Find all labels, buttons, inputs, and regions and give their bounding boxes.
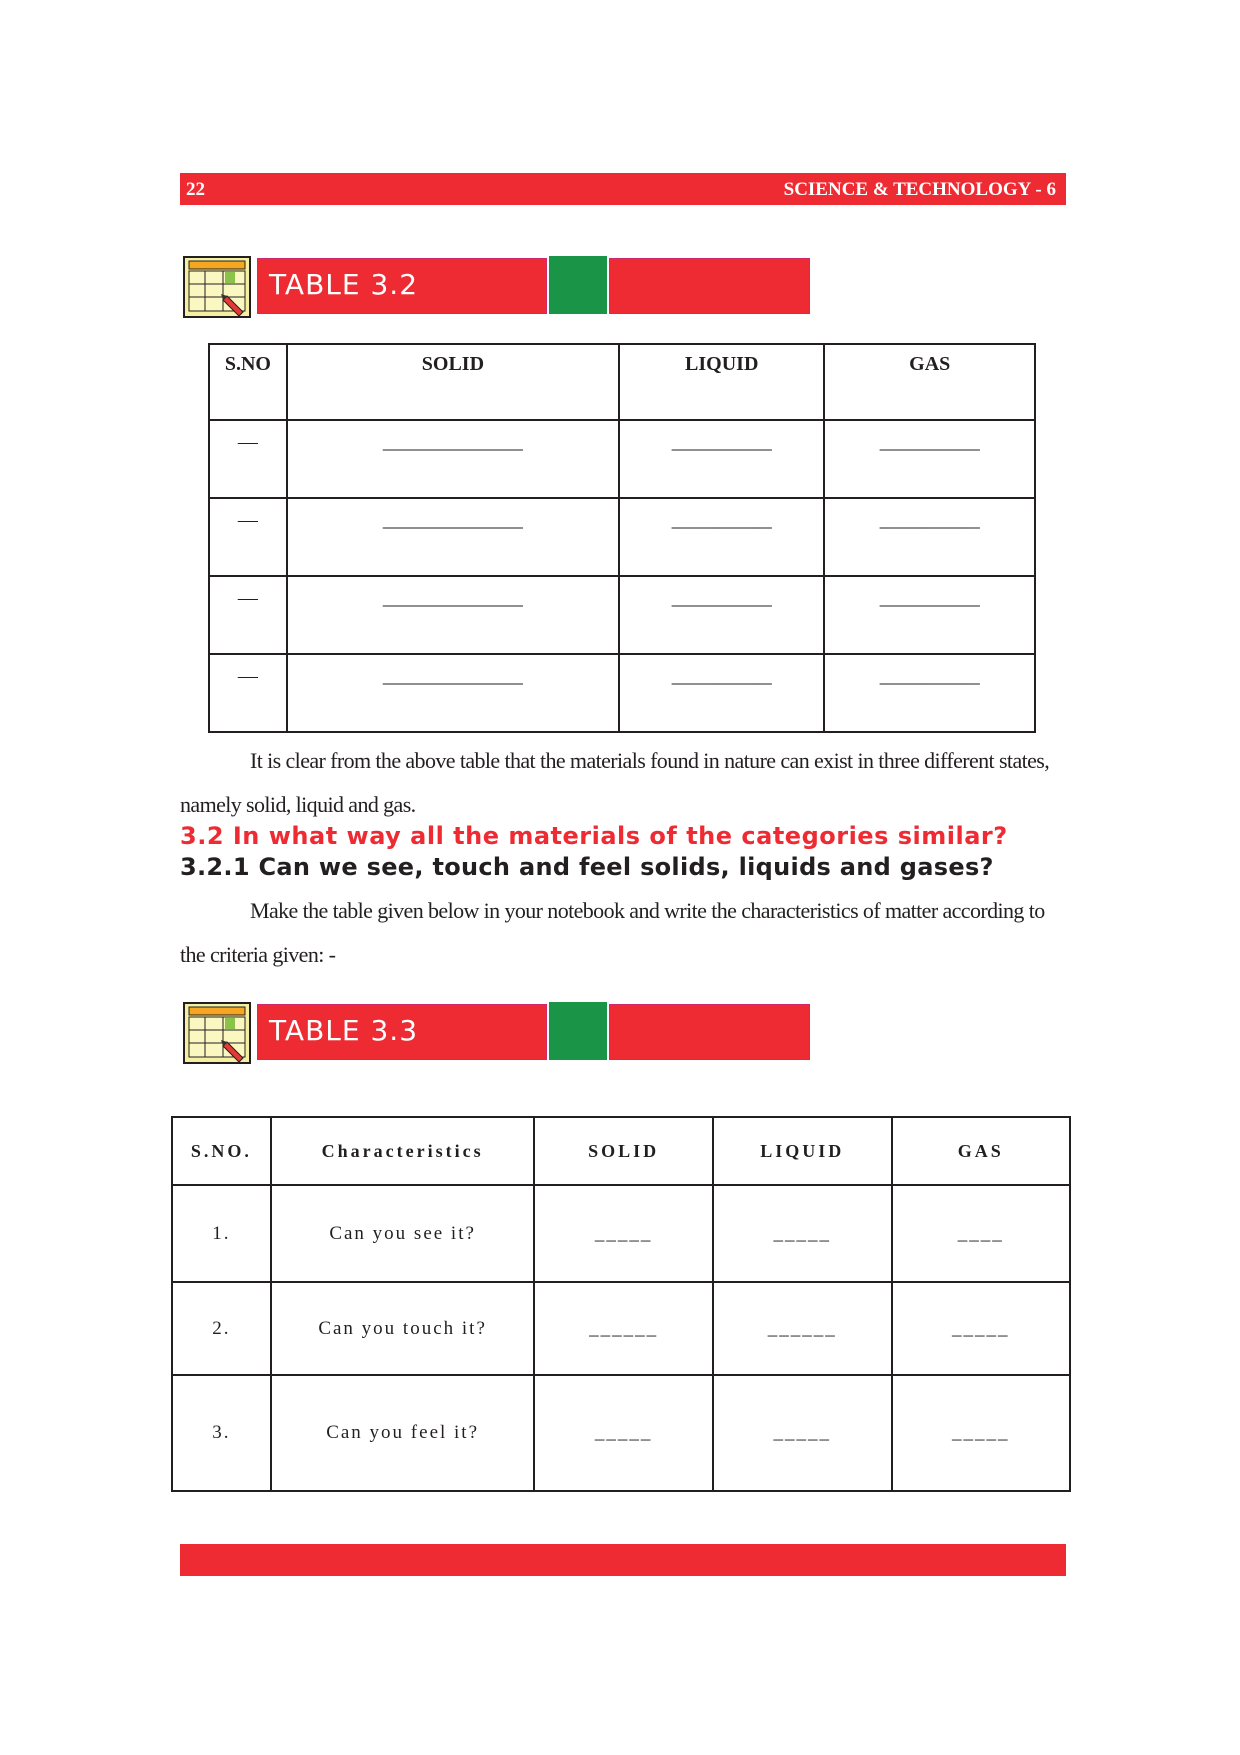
header-cell: GAS (824, 344, 1035, 420)
table-cell: __________ (824, 420, 1035, 498)
header-cell: SOLID (287, 344, 619, 420)
header-cell: SOLID (534, 1117, 713, 1185)
table-cell: __________ (619, 654, 825, 732)
table-cell: 2. (172, 1282, 271, 1375)
table-row (209, 654, 1035, 732)
paragraph-instructions: Make the table given below in your notebook and write the characteristics of matter according to the criteria given: - (180, 898, 1045, 967)
book-title: SCIENCE & TECHNOLOGY - 6 (783, 179, 1056, 200)
table-cell: _____ (534, 1375, 713, 1491)
section-heading-3-2: 3.2 In what way all the materials of the categories similar? (180, 822, 1008, 850)
table-cell: — (209, 576, 287, 654)
table-cell: __________ (824, 498, 1035, 576)
table-cell: __________ (619, 420, 825, 498)
table-3-3-banner (183, 1002, 810, 1064)
table-cell: 3. (172, 1375, 271, 1491)
table-cell: ______________ (287, 420, 619, 498)
table-3-3-title: TABLE 3.3 (269, 1014, 419, 1047)
table-header-row (172, 1117, 1070, 1185)
header-cell: LIQUID (619, 344, 825, 420)
table-cell: _____ (713, 1375, 892, 1491)
table-cell: ______ (534, 1282, 713, 1375)
table-cell: ______________ (287, 654, 619, 732)
header-cell: LIQUID (713, 1117, 892, 1185)
table-cell: _____ (892, 1375, 1071, 1491)
table-header-row (209, 344, 1035, 420)
table-row (172, 1185, 1070, 1282)
banner-red-block-right (609, 258, 810, 314)
header-cell: GAS (892, 1117, 1071, 1185)
page-footer-bar (180, 1544, 1066, 1576)
table-cell: Can you touch it? (271, 1282, 535, 1375)
table-cell: _____ (713, 1185, 892, 1282)
table-cell: __________ (824, 654, 1035, 732)
table-cell: 1. (172, 1185, 271, 1282)
table-row (209, 498, 1035, 576)
table-cell: — (209, 654, 287, 732)
paragraph-states-of-matter: It is clear from the above table that the materials found in nature can exist in three different states, namely solid, liquid and gas. (180, 748, 1050, 817)
table-3-2-banner (183, 256, 810, 318)
table-3-3 (171, 1116, 1071, 1492)
page-header-bar (180, 173, 1066, 205)
banner-green-block (549, 1002, 607, 1060)
table-row (172, 1375, 1070, 1491)
header-cell: S.NO. (172, 1117, 271, 1185)
table-cell: _____ (534, 1185, 713, 1282)
table-cell: _____ (892, 1282, 1071, 1375)
table-cell: — (209, 420, 287, 498)
table-row (172, 1282, 1070, 1375)
table-cell: __________ (619, 498, 825, 576)
table-chart-icon (183, 1002, 251, 1064)
table-cell: ______ (713, 1282, 892, 1375)
table-row (209, 576, 1035, 654)
table-cell: Can you see it? (271, 1185, 535, 1282)
header-cell: S.NO (209, 344, 287, 420)
table-cell: ______________ (287, 498, 619, 576)
table-cell: Can you feel it? (271, 1375, 535, 1491)
table-cell: __________ (619, 576, 825, 654)
table-row (209, 420, 1035, 498)
table-chart-icon (183, 256, 251, 318)
banner-red-block-right (609, 1004, 810, 1060)
table-cell: ____ (892, 1185, 1071, 1282)
banner-green-block (549, 256, 607, 314)
header-cell: Characteristics (271, 1117, 535, 1185)
table-3-2-title: TABLE 3.2 (269, 268, 419, 301)
page-number: 22 (186, 179, 205, 200)
table-cell: ______________ (287, 576, 619, 654)
table-3-2 (208, 343, 1036, 733)
table-cell: — (209, 498, 287, 576)
section-heading-3-2-1: 3.2.1 Can we see, touch and feel solids, liquids and gases? (180, 853, 994, 881)
table-cell: __________ (824, 576, 1035, 654)
